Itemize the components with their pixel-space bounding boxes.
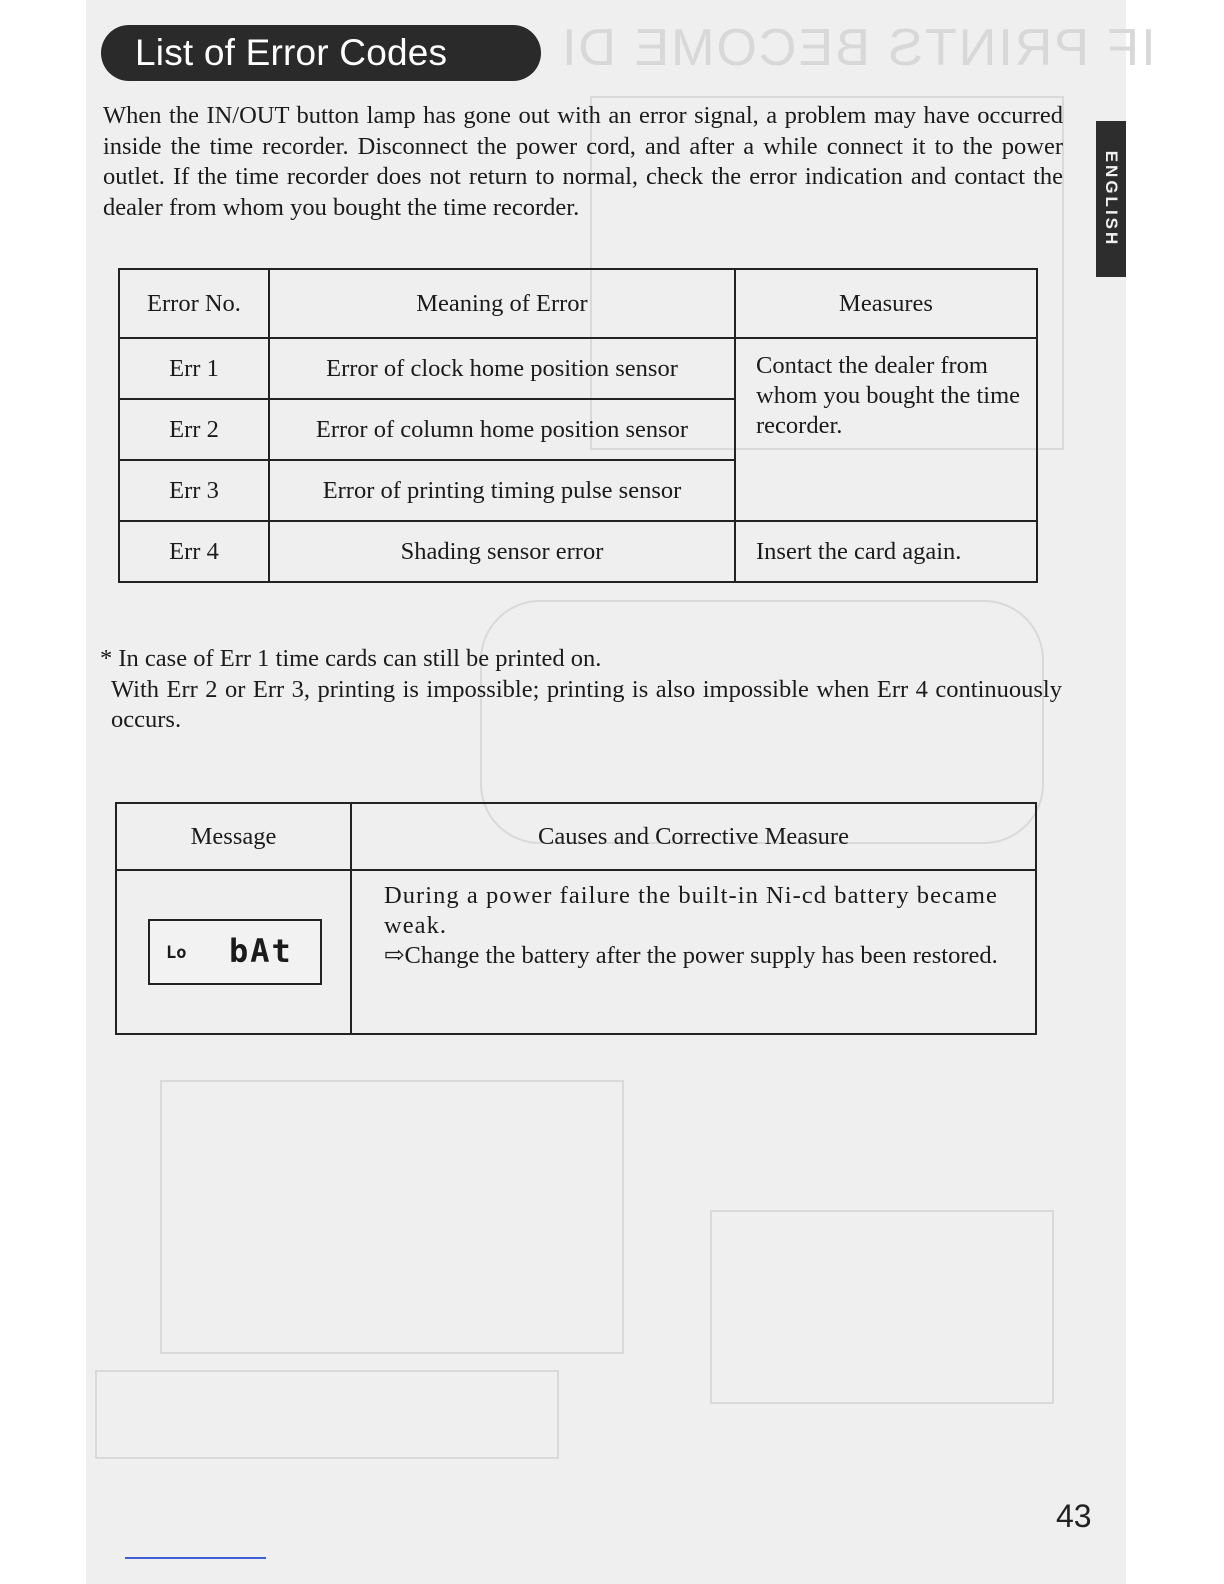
error-code: Err 4 xyxy=(119,521,269,582)
error-meaning: Shading sensor error xyxy=(269,521,735,582)
header-causes: Causes and Corrective Measure xyxy=(351,803,1036,870)
lcd-battery-text: bAt xyxy=(229,932,293,970)
intro-paragraph: When the IN/OUT button lamp has gone out with an error signal, a problem may have occurred inside the time recorder. Disconnect the power cord, and after a while connect it to the power outlet. If the time recorder does not return to normal, check the error indication and contact the dealer from whom you bought the time recorder. xyxy=(103,102,1063,221)
language-tab xyxy=(1096,121,1126,277)
error-code: Err 3 xyxy=(119,460,269,521)
footnote xyxy=(100,644,1062,736)
table-row xyxy=(116,870,1036,1034)
footnote-line-1: * In case of Err 1 time cards can still be printed on. xyxy=(100,645,602,672)
lcd-display xyxy=(148,919,322,985)
footnote-line-2: With Err 2 or Err 3, printing is impossible; printing is also impossible when Err 4 continuously occurs. xyxy=(111,675,1062,733)
cause-text: During a power failure the built-in Ni-cd battery became weak. xyxy=(384,882,998,939)
message-cell xyxy=(116,870,351,1034)
error-meaning: Error of printing timing pulse sensor xyxy=(269,460,735,521)
error-code: Err 2 xyxy=(119,399,269,460)
corrective-action-text: ⇨Change the battery after the power supply has been restored. xyxy=(384,942,998,969)
lcd-lo-indicator: Lo xyxy=(166,943,187,963)
error-meaning: Error of column home position sensor xyxy=(269,399,735,460)
header-message: Message xyxy=(116,803,351,870)
causes-cell xyxy=(351,870,1036,1034)
footer-rule xyxy=(125,1557,266,1559)
table-row xyxy=(119,521,1037,582)
table-header-row xyxy=(119,269,1037,338)
left-margin xyxy=(0,0,86,1584)
page-title: List of Error Codes xyxy=(135,32,448,73)
right-margin xyxy=(1126,0,1224,1584)
language-tab-label: ENGLISH xyxy=(1102,150,1121,248)
message-table xyxy=(115,802,1037,1035)
bleed-through-heading: IF PRINTS BECOME DI xyxy=(560,19,1156,77)
measure-contact-dealer: Contact the dealer from whom you bought the time recorder. xyxy=(735,338,1037,521)
table-header-row xyxy=(116,803,1036,870)
header-meaning: Meaning of Error xyxy=(269,269,735,338)
section-title-banner xyxy=(101,25,541,81)
table-row xyxy=(119,338,1037,399)
header-error-no: Error No. xyxy=(119,269,269,338)
page-number: 43 xyxy=(1056,1498,1092,1534)
bleed-through-drawing xyxy=(160,1080,624,1354)
measure-insert-card: Insert the card again. xyxy=(735,521,1037,582)
bleed-through-box xyxy=(95,1370,559,1459)
error-code-table xyxy=(118,268,1038,583)
header-measures: Measures xyxy=(735,269,1037,338)
error-meaning: Error of clock home position sensor xyxy=(269,338,735,399)
error-code: Err 1 xyxy=(119,338,269,399)
bleed-through-drawing xyxy=(710,1210,1054,1404)
